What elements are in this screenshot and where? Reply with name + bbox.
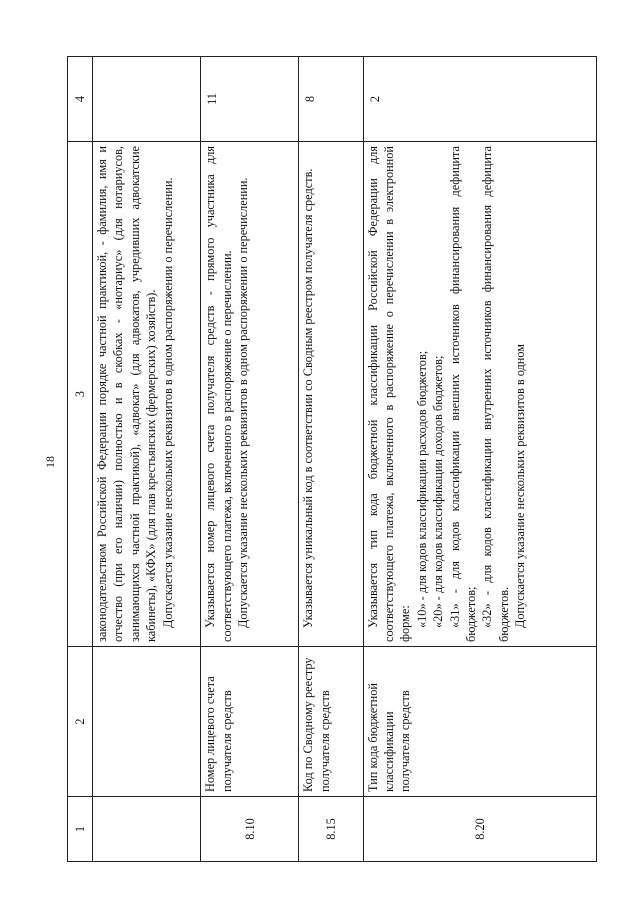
table-row [93, 57, 201, 862]
description-paragraph: Указывается уникальный код в соответствии со Сводным реестром получателя средств. [301, 168, 316, 628]
rotated-page-content [67, 57, 597, 862]
description-paragraph: Допускается указание нескольких реквизитов в одном [513, 343, 528, 628]
row-length: 11 [201, 57, 299, 142]
description-paragraph: законодательством Российской Федерации порядке частной практикой, - фамилия, имя и отчество (при его наличии) полностью и в скобках - «нотариус» (для нотариусов, занимающихся частной практикой), «адвокат» (для адвокатов, учредивших адвокатские кабинеты), «КФХ» (для глав крестьянских (фермерских) хозяйств). [95, 146, 159, 642]
description-paragraph: Допускается указание нескольких реквизитов в одном распоряжении о перечислении. [236, 177, 251, 628]
table-row [299, 57, 363, 862]
header-col-1: 1 [68, 797, 93, 862]
row-requisite-name: Тип кода бюджетной классификации получателя средств [363, 647, 596, 797]
row-code [93, 797, 201, 862]
table-row [363, 57, 596, 862]
row-length: 2 [363, 57, 596, 142]
row-description [299, 142, 363, 647]
row-description [363, 142, 596, 647]
row-requisite-name: Номер лицевого счета получателя средств [201, 647, 299, 797]
row-description [201, 142, 299, 647]
description-paragraph: Допускается указание нескольких реквизитов в одном распоряжении о перечислении. [160, 177, 175, 628]
requisites-table [67, 56, 597, 862]
row-length [93, 57, 201, 142]
description-paragraph: Указывается тип кода бюджетной классификации Российской Федерации для соответствующего платежа, включенного в распоряжение о перечислении в электронной форме: [365, 146, 413, 642]
description-paragraph: «32» - для кодов классификации внутренних источников финансирования дефицита бюджетов. [480, 146, 511, 642]
row-requisite-name: Код по Сводному реестру получателя средств [299, 647, 363, 797]
row-code: 8.10 [201, 797, 299, 862]
page-number: 18 [42, 456, 57, 468]
row-description [93, 142, 201, 647]
description-paragraph: Указывается номер лицевого счета получателя средств - прямого участника для соответствующего платежа, включенного в распоряжение о перечислении. [203, 146, 234, 642]
table-row [201, 57, 299, 862]
header-row [68, 57, 93, 862]
row-length: 8 [299, 57, 363, 142]
row-code: 8.20 [363, 797, 596, 862]
header-col-4: 4 [68, 57, 93, 142]
description-paragraph: «20» - для кодов классификации доходов бюджетов; [431, 355, 446, 628]
row-code: 8.15 [299, 797, 363, 862]
description-paragraph: «10» - для кодов классификации расходов бюджетов; [414, 350, 429, 628]
header-col-2: 2 [68, 647, 93, 797]
description-paragraph: «31» - для кодов классификации внешних источников финансирования дефицита бюджетов; [447, 146, 478, 642]
row-requisite-name [93, 647, 201, 797]
header-col-3: 3 [68, 142, 93, 647]
